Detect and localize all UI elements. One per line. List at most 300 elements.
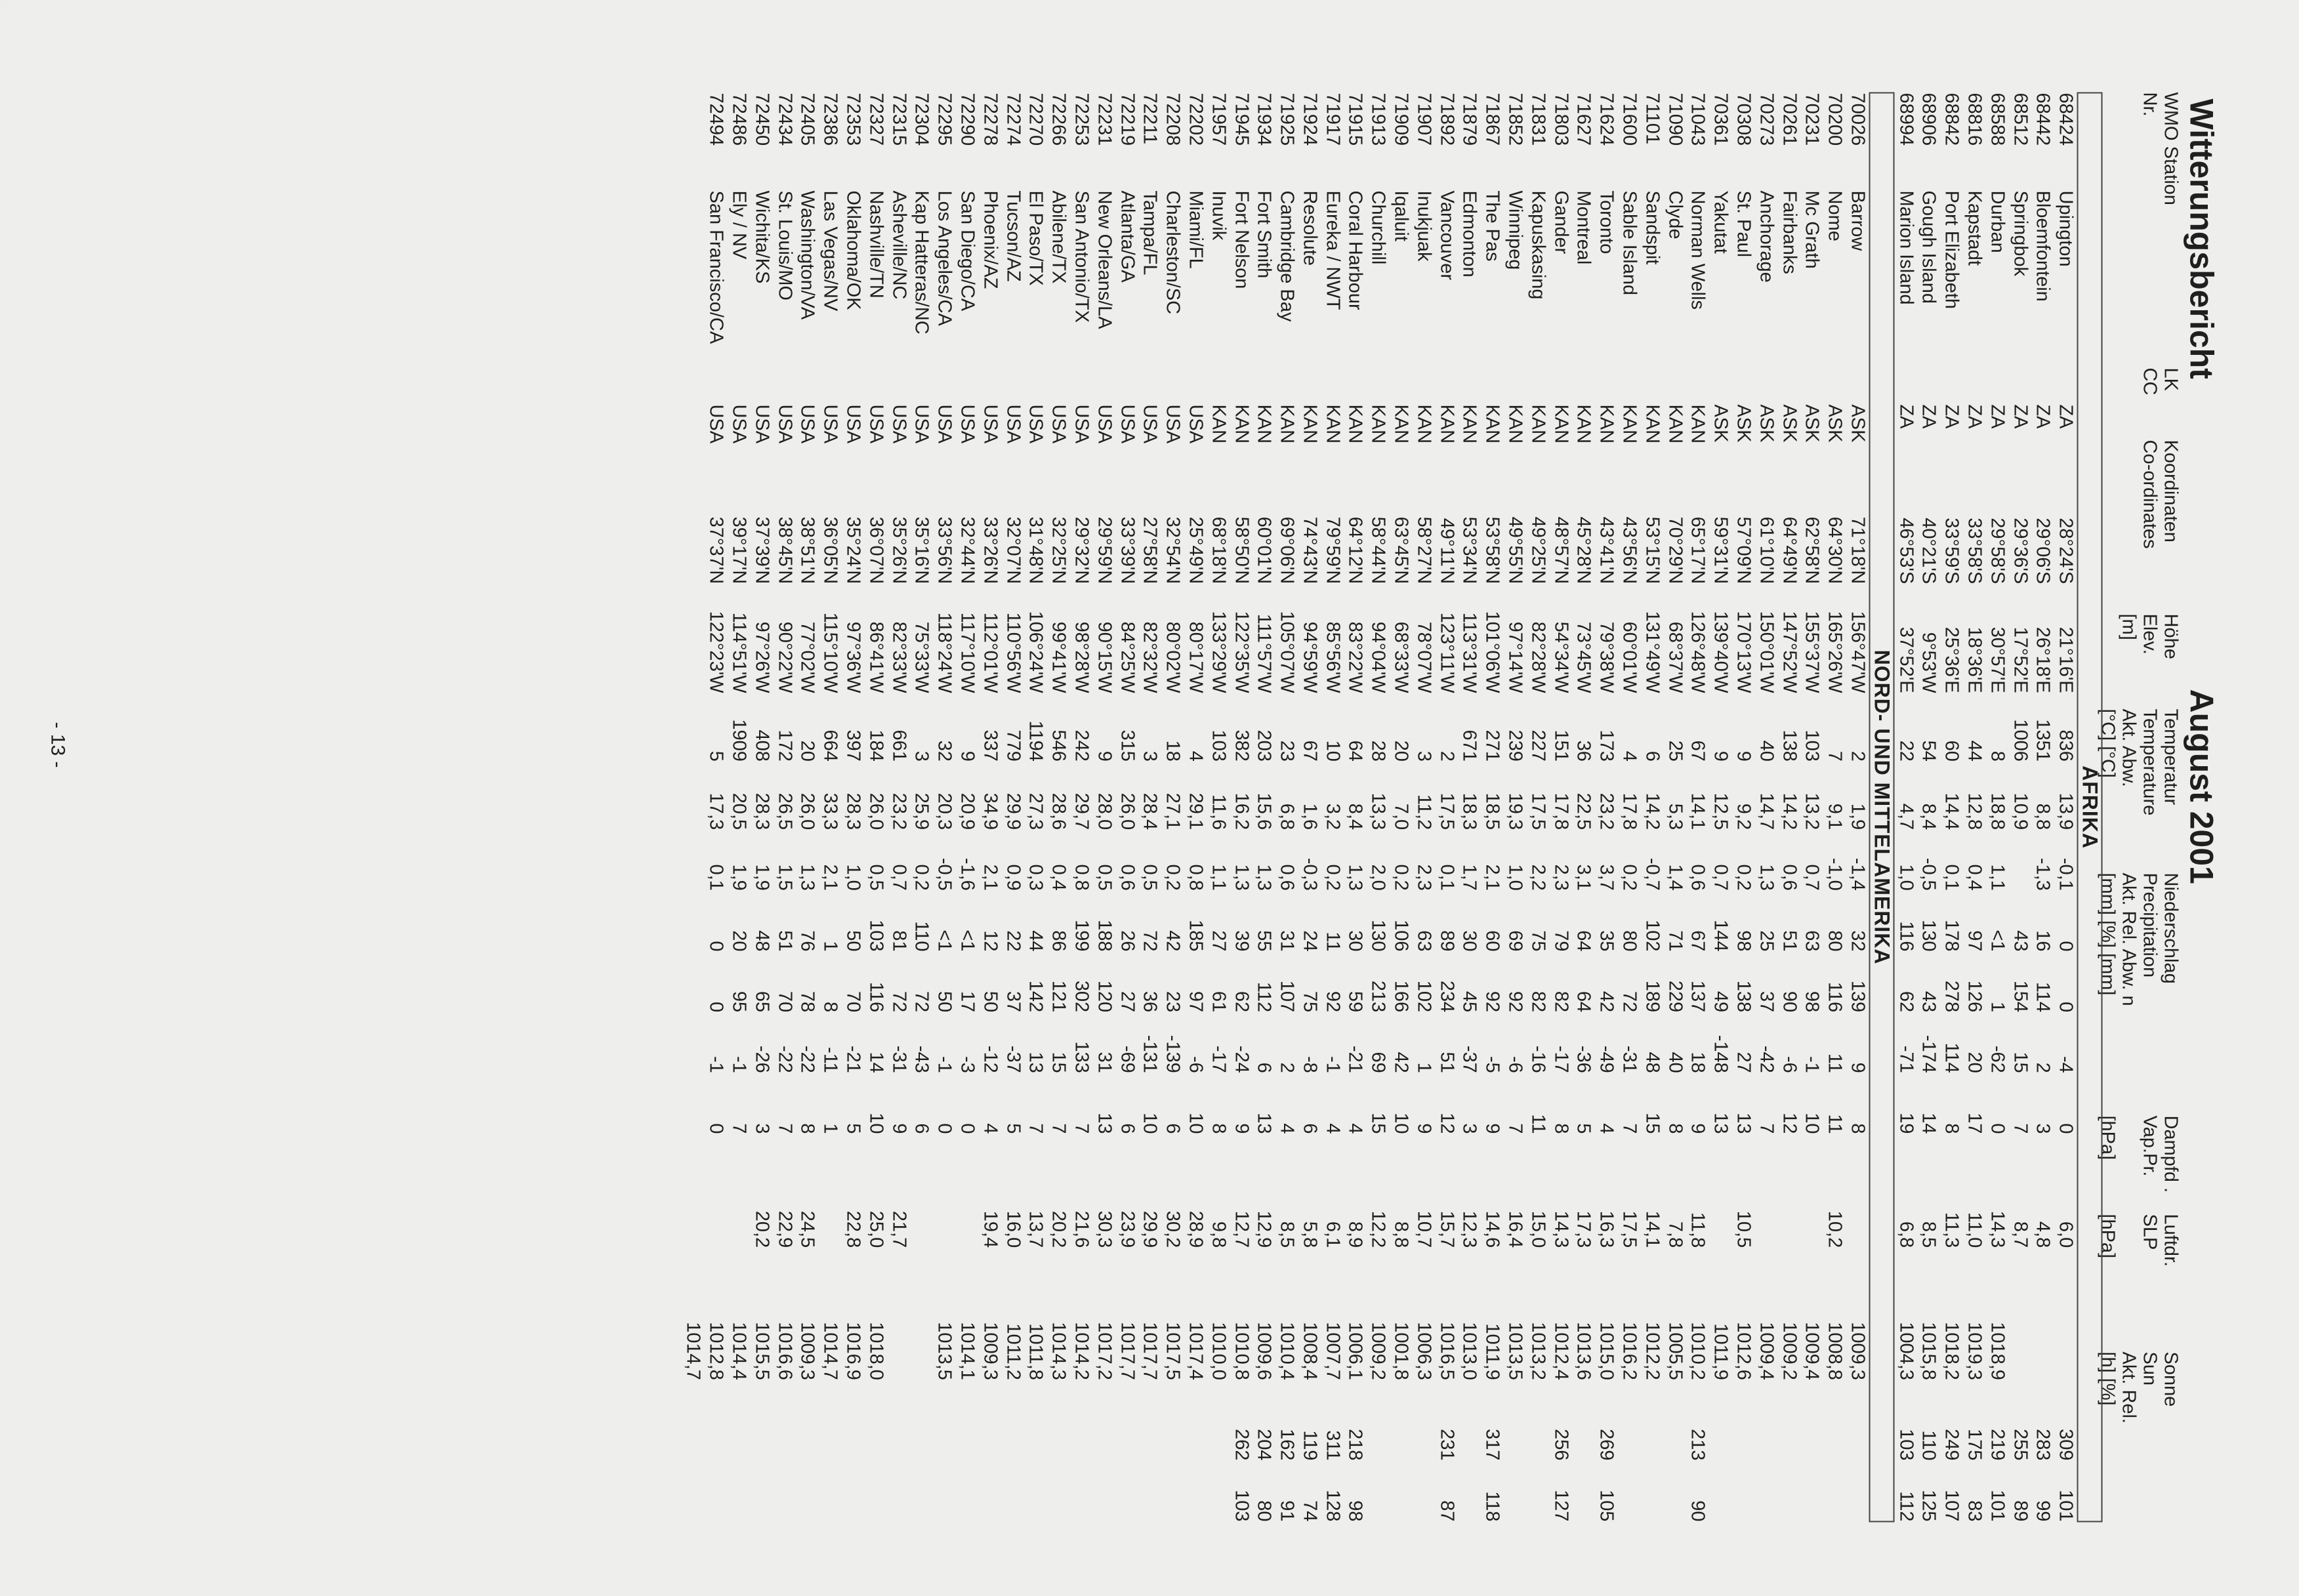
- table-cell: 8: [797, 1122, 818, 1134]
- table-cell: -22: [797, 1045, 818, 1073]
- table-cell: 82°28'W: [1527, 621, 1548, 693]
- table-cell: 1004,3: [1895, 1321, 1916, 1380]
- table-cell: 72386: [819, 92, 841, 146]
- table-cell: [1115, 1399, 1138, 1460]
- table-cell: 70026: [1847, 92, 1869, 146]
- table-cell: 8,9: [1344, 1221, 1366, 1248]
- table-cell: 8,5: [1276, 1221, 1298, 1248]
- table-cell: [750, 1460, 773, 1521]
- table-row: [841, 92, 864, 1521]
- table-cell: 0: [2055, 1001, 2077, 1012]
- table-cell: Oklahoma/OK: [842, 190, 863, 310]
- table-cell: -1: [1321, 1055, 1343, 1073]
- table-cell: 70: [774, 991, 795, 1012]
- table-cell: [910, 1460, 933, 1521]
- table-cell: 68906: [1918, 92, 1939, 146]
- table-row: [1092, 92, 1115, 1521]
- table-cell: 80: [1619, 930, 1640, 951]
- table-cell: 32°54'N: [1162, 516, 1184, 584]
- table-cell: 1017,2: [1093, 1321, 1115, 1380]
- table-cell: 32°44'N: [956, 516, 978, 584]
- table-cell: 26,0: [797, 792, 818, 830]
- table-cell: 0,1: [1941, 863, 1962, 891]
- table-cell: 6,8: [1276, 803, 1298, 830]
- table-cell: 15: [2009, 1052, 2031, 1073]
- table-cell: [1412, 1460, 1435, 1521]
- table-cell: 125: [1918, 1489, 1939, 1521]
- table-row: [864, 92, 887, 1521]
- table-cell: -43: [911, 1045, 932, 1073]
- table-cell: Coral Harbour: [1344, 190, 1366, 310]
- table-cell: 90: [1778, 991, 1800, 1012]
- table-cell: Anchorage: [1755, 190, 1777, 283]
- table-cell: 103: [1230, 1489, 1252, 1521]
- table-cell: 89: [2009, 1500, 2031, 1521]
- table-row: [682, 92, 705, 1521]
- table-cell: 72327: [865, 92, 886, 146]
- table-cell: 1014,7: [819, 1321, 841, 1380]
- table-cell: Abilene/TX: [1048, 190, 1069, 283]
- table-cell: -0,5: [934, 857, 955, 891]
- table-cell: 72253: [1070, 92, 1092, 146]
- table-cell: 78°07'W: [1413, 621, 1434, 693]
- table-cell: 76: [797, 930, 818, 951]
- table-row: [1230, 92, 1253, 1521]
- table-cell: 85°56'W: [1321, 621, 1343, 693]
- table-row: [1640, 92, 1663, 1521]
- table-cell: 92: [1504, 991, 1526, 1012]
- table-cell: 26,0: [865, 792, 886, 830]
- table-cell: 102: [1413, 980, 1434, 1012]
- table-cell: KAN: [1390, 403, 1412, 443]
- table-cell: 1,1: [1986, 863, 2008, 891]
- table-cell: [1663, 1460, 1686, 1521]
- table-row: [727, 92, 750, 1521]
- table-cell: 1014,7: [682, 1321, 704, 1380]
- table-cell: 71915: [1344, 92, 1366, 146]
- table-cell: 86: [1048, 930, 1069, 951]
- table-cell: Gander: [1550, 190, 1571, 254]
- table-cell: 12: [1778, 1112, 1800, 1134]
- table-cell: 24,5: [797, 1210, 818, 1248]
- table-cell: 63: [1801, 930, 1823, 951]
- table-row: [1138, 92, 1161, 1521]
- table-cell: 1005,5: [1664, 1321, 1686, 1380]
- region-header: [2077, 92, 2102, 1521]
- table-cell: 127: [1550, 1489, 1571, 1521]
- table-cell: -49: [1596, 1045, 1617, 1073]
- table-cell: 15,7: [1436, 1210, 1457, 1248]
- table-cell: 101°06'W: [1481, 610, 1503, 693]
- table-cell: 9,2: [1733, 803, 1754, 830]
- table-cell: 14,4: [1941, 792, 1962, 830]
- table-cell: [841, 1399, 864, 1460]
- table-cell: 123°11'W: [1436, 612, 1457, 693]
- table-cell: 7: [2009, 1122, 2031, 1134]
- table-cell: 87: [1436, 1500, 1457, 1521]
- table-cell: 283: [2032, 1428, 2054, 1461]
- table-cell: 269: [1596, 1428, 1617, 1461]
- table-cell: Mc Grath: [1801, 190, 1823, 269]
- table-cell: 72270: [1025, 92, 1046, 146]
- table-cell: 3: [751, 1122, 772, 1134]
- table-cell: Kap Hatteras/NC: [911, 190, 932, 335]
- table-cell: 72: [888, 991, 909, 1012]
- table-cell: 72494: [705, 92, 727, 146]
- table-cell: 29,7: [1070, 792, 1092, 830]
- table-cell: 10,2: [1824, 1210, 1846, 1248]
- table-cell: 1,9: [751, 863, 772, 891]
- table-cell: 1016,2: [1619, 1321, 1640, 1380]
- table-cell: 92: [1481, 991, 1503, 1012]
- table-cell: 6: [1298, 1122, 1320, 1134]
- table-row: [1617, 92, 1640, 1521]
- table-cell: Ely / NV: [728, 190, 749, 259]
- table-cell: 32: [1847, 930, 1869, 951]
- table-cell: 17,3: [705, 792, 727, 830]
- table-cell: -11: [819, 1046, 841, 1073]
- table-cell: 9,8: [1207, 1221, 1229, 1248]
- table-cell: 51: [774, 930, 795, 951]
- table-cell: [955, 1134, 978, 1248]
- table-cell: 36°05'N: [819, 516, 841, 584]
- table-cell: [1777, 1134, 1800, 1248]
- table-cell: <1: [956, 929, 978, 951]
- table-row: [1321, 92, 1344, 1521]
- table-cell: [932, 1460, 955, 1521]
- table-cell: 9: [1687, 1122, 1709, 1134]
- table-cell: 71934: [1253, 92, 1275, 146]
- table-cell: 21,6: [1070, 1210, 1092, 1248]
- table-cell: USA: [774, 403, 795, 443]
- table-cell: 71°18'N: [1847, 516, 1869, 584]
- table-cell: 54°34'W: [1550, 621, 1571, 693]
- table-cell: KAN: [1527, 403, 1548, 443]
- table-cell: ZA: [1964, 403, 1985, 428]
- table-cell: 71803: [1550, 92, 1571, 146]
- table-cell: 162: [1276, 1428, 1298, 1461]
- table-cell: 170°13'W: [1733, 610, 1754, 693]
- table-cell: The Pas: [1481, 190, 1503, 261]
- table-cell: 0,2: [1162, 863, 1184, 891]
- table-cell: [1138, 1460, 1161, 1521]
- table-cell: 5: [1002, 1122, 1024, 1134]
- table-cell: 21°16'E: [2055, 626, 2077, 693]
- table-cell: 1009,2: [1778, 1321, 1800, 1380]
- table-cell: 72211: [1139, 92, 1161, 144]
- table-cell: 1,6: [1298, 803, 1320, 830]
- table-cell: 68994: [1895, 92, 1916, 146]
- table-cell: KAN: [1230, 403, 1252, 443]
- table-cell: 0,9: [1002, 863, 1024, 891]
- table-cell: 10,5: [1733, 1210, 1754, 1248]
- table-cell: [773, 1460, 796, 1521]
- table-cell: 7: [1025, 1122, 1046, 1134]
- table-cell: KAN: [1253, 403, 1275, 443]
- table-cell: 278: [1941, 980, 1962, 1012]
- table-cell: 27°58'N: [1139, 516, 1161, 584]
- table-cell: 0,8: [1070, 863, 1092, 891]
- table-cell: [1526, 1460, 1549, 1521]
- table-cell: [1367, 1460, 1390, 1521]
- table-cell: 3: [1459, 1122, 1480, 1134]
- table-cell: 249: [1941, 1428, 1962, 1461]
- table-cell: 61: [1207, 991, 1229, 1012]
- table-cell: 12,8: [1964, 792, 1985, 830]
- table-cell: 138: [1778, 729, 1800, 762]
- table-cell: 23,2: [1596, 792, 1617, 830]
- table-cell: 2,3: [1413, 863, 1434, 891]
- table-cell: 40°21'S: [1918, 517, 1939, 584]
- table-row: [1823, 92, 1846, 1521]
- table-cell: 12,2: [1367, 1210, 1389, 1248]
- table-cell: [1458, 1399, 1481, 1460]
- table-cell: 178: [1941, 919, 1962, 951]
- table-cell: 72278: [979, 92, 1001, 146]
- table-cell: 17: [956, 991, 978, 1012]
- table-cell: [1572, 1460, 1595, 1521]
- table-cell: 30,2: [1162, 1210, 1184, 1248]
- table-cell: ASK: [1710, 403, 1731, 442]
- report-month: August 2001: [2183, 689, 2220, 884]
- table-cell: 2,1: [1481, 863, 1503, 891]
- table-cell: 9: [888, 1122, 909, 1134]
- table-cell: 120: [1093, 980, 1115, 1012]
- table-cell: San Francisco/CA: [705, 190, 727, 344]
- table-cell: 63: [1413, 930, 1434, 951]
- table-cell: 15,6: [1253, 792, 1275, 830]
- table-cell: 7: [1070, 1122, 1092, 1134]
- table-cell: 68424: [2055, 92, 2077, 146]
- table-cell: 2,0: [1367, 863, 1389, 891]
- table-cell: 256: [1550, 1428, 1571, 1461]
- table-cell: Tucson/AZ: [1002, 190, 1024, 282]
- table-cell: 43°41'N: [1596, 516, 1617, 584]
- table-cell: 27,3: [1025, 792, 1046, 830]
- table-cell: 6,0: [2055, 1221, 2077, 1248]
- table-cell: 64: [1344, 740, 1366, 762]
- table-cell: 122°23'W: [705, 610, 727, 693]
- table-cell: -0,7: [1641, 857, 1663, 891]
- table-cell: 33°56'N: [934, 516, 955, 584]
- table-cell: 2: [2032, 1062, 2054, 1073]
- table-cell: 0,6: [1276, 863, 1298, 891]
- table-cell: 4: [1321, 1122, 1343, 1134]
- table-cell: 37°39'N: [751, 516, 772, 584]
- table-cell: 1012,8: [705, 1321, 727, 1380]
- header-sun: Sonne Sun Akt. Rel. [h] [%]: [2097, 1351, 2181, 1423]
- table-cell: [1800, 1134, 1823, 1248]
- table-cell: 14,1: [1641, 1210, 1663, 1248]
- table-cell: USA: [1070, 403, 1092, 443]
- table-cell: 97°26'W: [751, 621, 772, 693]
- table-cell: -69: [1116, 1045, 1138, 1073]
- table-cell: 1013,5: [1504, 1321, 1526, 1380]
- table-cell: [1572, 1399, 1595, 1460]
- table-cell: 4,7: [1895, 803, 1916, 830]
- table-cell: 13,2: [1801, 792, 1823, 830]
- table-cell: 28°24'S: [2055, 517, 2077, 584]
- table-cell: [864, 1460, 887, 1521]
- table-cell: [1069, 1399, 1092, 1460]
- table-cell: [1731, 1399, 1754, 1460]
- table-cell: Resolute: [1298, 190, 1320, 266]
- table-cell: 23: [1276, 740, 1298, 762]
- table-cell: [1138, 1399, 1161, 1460]
- table-cell: 72434: [774, 92, 795, 146]
- table-cell: [1709, 1399, 1731, 1460]
- table-cell: 130: [1367, 919, 1389, 951]
- table-cell: 36°07'N: [865, 516, 886, 584]
- table-cell: [910, 1134, 933, 1248]
- table-cell: 33°58'S: [1964, 517, 1985, 584]
- table-cell: 0,6: [1116, 863, 1138, 891]
- table-cell: 16,4: [1504, 1210, 1526, 1248]
- table-cell: -4: [2055, 1055, 2077, 1073]
- table-cell: 25,9: [911, 792, 932, 830]
- table-cell: 1,4: [1664, 863, 1686, 891]
- table-cell: 67: [1687, 740, 1709, 762]
- table-cell: <1: [934, 929, 955, 951]
- table-cell: 50: [842, 930, 863, 951]
- table-cell: -1: [1801, 1055, 1823, 1073]
- table-cell: Inuvik: [1207, 190, 1229, 240]
- table-cell: 0: [705, 1001, 727, 1012]
- table-cell: 32°25'N: [1048, 516, 1069, 584]
- table-cell: Churchill: [1367, 190, 1389, 264]
- table-cell: 112: [1253, 981, 1275, 1012]
- table-cell: 33°26'N: [979, 516, 1001, 584]
- table-row: [1917, 92, 1940, 1521]
- table-cell: 1,7: [1459, 863, 1480, 891]
- table-row: [1435, 92, 1458, 1521]
- table-cell: -174: [1918, 1034, 1939, 1073]
- table-cell: 58°44'N: [1367, 516, 1389, 584]
- table-cell: 110: [911, 920, 932, 951]
- table-cell: Washington/VA: [797, 190, 818, 319]
- table-cell: 68842: [1941, 92, 1962, 146]
- table-cell: 1009,3: [797, 1321, 818, 1380]
- table-cell: 184: [865, 729, 886, 762]
- table-cell: 173: [1596, 729, 1617, 762]
- table-cell: 11,8: [1687, 1212, 1709, 1248]
- table-cell: 110°56'W: [1002, 612, 1024, 693]
- table-cell: 6: [1116, 1122, 1138, 1134]
- table-cell: 18,5: [1481, 792, 1503, 830]
- table-cell: Norman Wells: [1687, 190, 1709, 310]
- table-cell: 35°16'N: [911, 516, 932, 584]
- table-cell: 1010,4: [1276, 1321, 1298, 1380]
- table-cell: 317: [1481, 1428, 1503, 1461]
- table-cell: [1207, 1399, 1230, 1460]
- table-cell: [1640, 1460, 1663, 1521]
- table-cell: 74: [1298, 1500, 1320, 1521]
- table-cell: -0,3: [1298, 857, 1320, 891]
- table-cell: 72405: [797, 92, 818, 146]
- table-cell: 71924: [1298, 92, 1320, 146]
- table-cell: St. Paul: [1733, 190, 1754, 257]
- table-cell: 64°30'N: [1824, 516, 1846, 584]
- table-cell: 0: [934, 1122, 955, 1134]
- table-cell: -148: [1710, 1034, 1731, 1073]
- table-cell: 126: [1964, 980, 1985, 1012]
- table-cell: 8: [1664, 1122, 1686, 1134]
- table-cell: 18,3: [1459, 792, 1480, 830]
- table-cell: USA: [956, 403, 978, 443]
- table-cell: Montreal: [1573, 190, 1594, 264]
- table-cell: 30,3: [1093, 1210, 1115, 1248]
- table-cell: 1,3: [1230, 863, 1252, 891]
- table-cell: ZA: [1918, 403, 1939, 428]
- table-cell: 2: [1847, 750, 1869, 762]
- table-cell: 1009,6: [1253, 1321, 1275, 1380]
- table-cell: St. Louis/MO: [774, 190, 795, 300]
- table-cell: 99: [2032, 1500, 2054, 1521]
- table-cell: 112: [1895, 1490, 1916, 1521]
- table-cell: -31: [888, 1045, 909, 1073]
- table-cell: 15: [1641, 1112, 1663, 1134]
- table-cell: 12: [979, 930, 1001, 951]
- table-cell: 1013,2: [1527, 1321, 1548, 1380]
- table-cell: 33,3: [819, 792, 841, 830]
- table-cell: 213: [1687, 1428, 1709, 1461]
- table-cell: 71600: [1619, 92, 1640, 146]
- table-cell: [2008, 1248, 2031, 1400]
- table-cell: KAN: [1641, 403, 1663, 443]
- table-cell: 1,3: [1755, 863, 1777, 891]
- header-precipitation: Niederschlag Precipitation Akt. Rel. Abw. n [mm] [%] [mm]: [2097, 872, 2181, 1006]
- table-cell: 80: [1824, 930, 1846, 951]
- table-cell: 1009,4: [1801, 1321, 1823, 1380]
- table-cell: New Orleans/LA: [1093, 190, 1115, 329]
- table-cell: 4: [1276, 1122, 1298, 1134]
- table-cell: 13,9: [2055, 792, 2077, 830]
- table-cell: 1015,5: [751, 1321, 772, 1380]
- table-cell: 8: [1941, 1122, 1962, 1134]
- table-cell: 80°17'W: [1184, 621, 1206, 693]
- table-cell: 16,2: [1230, 792, 1252, 830]
- table-cell: 69: [1504, 930, 1526, 951]
- table-cell: 779: [1002, 729, 1024, 762]
- table-cell: 60: [1481, 930, 1503, 951]
- table-cell: 70°29'N: [1664, 516, 1686, 584]
- table-cell: 1011,2: [1002, 1322, 1024, 1380]
- table-cell: -6: [1504, 1055, 1526, 1073]
- table-cell: ASK: [1847, 403, 1869, 442]
- table-cell: -1: [934, 1055, 955, 1073]
- table-cell: 13: [1093, 1112, 1115, 1134]
- table-cell: 79: [1550, 930, 1571, 951]
- table-cell: 1,0: [842, 863, 863, 891]
- table-cell: ASK: [1755, 403, 1777, 442]
- table-cell: 72295: [934, 92, 955, 146]
- table-cell: 4: [1619, 750, 1640, 762]
- header-vapour: Dampfd . Vap.Pr. [hPa]: [2097, 1115, 2181, 1193]
- table-cell: 0,7: [1710, 863, 1731, 891]
- table-cell: 20: [728, 930, 749, 951]
- table-cell: USA: [911, 403, 932, 443]
- table-cell: [704, 1460, 727, 1521]
- table-cell: 82°32'W: [1139, 621, 1161, 693]
- table-cell: 90°15'W: [1093, 621, 1115, 693]
- table-cell: 103: [865, 919, 886, 951]
- table-cell: -0,1: [2055, 857, 2077, 891]
- table-cell: 126°48'W: [1687, 610, 1709, 693]
- table-cell: 12,7: [1230, 1210, 1252, 1248]
- table-cell: 45: [1459, 991, 1480, 1012]
- table-cell: 7: [1504, 1122, 1526, 1134]
- table-cell: 19,4: [979, 1210, 1001, 1248]
